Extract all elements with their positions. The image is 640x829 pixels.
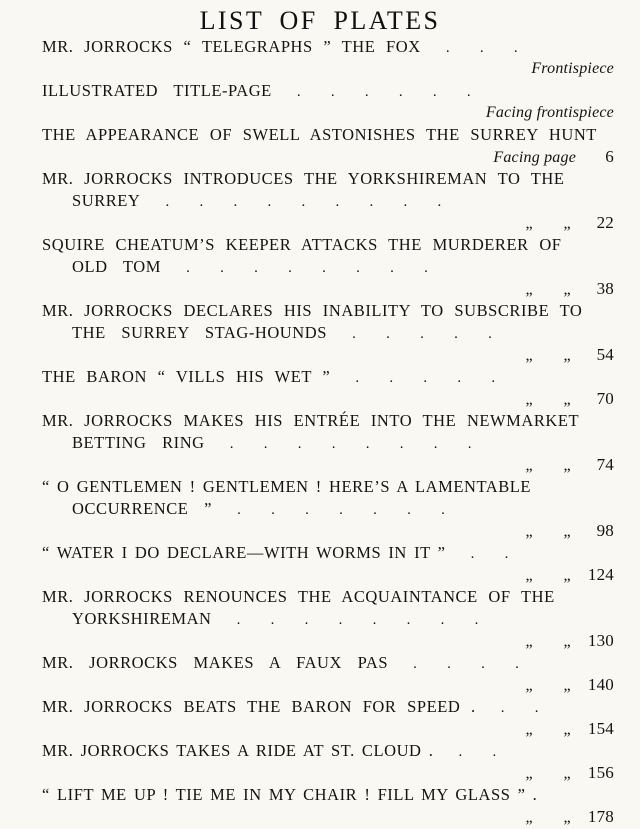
page-number: 54 <box>596 345 614 364</box>
plate-caption-text: ILLUSTRATED TITLE-PAGE <box>42 81 272 100</box>
plate-caption-text: THE BARON “ VILLS HIS WET ” <box>42 367 331 386</box>
dot-leaders: . . . . . . . . . <box>165 194 442 210</box>
page-number: 6 <box>605 147 614 166</box>
plate-caption-line <box>42 542 614 564</box>
plate-caption-text: THE SURREY STAG-HOUNDS <box>72 323 327 342</box>
plate-caption-line <box>42 586 614 608</box>
plate-caption-text: MR. JORROCKS DECLARES HIS INABILITY TO SUBSCRIBE TO <box>42 301 583 320</box>
plate-caption-line <box>42 168 614 190</box>
dot-leaders: . . <box>500 700 539 716</box>
plate-caption-line <box>42 366 614 388</box>
plate-caption-text: MR. JORROCKS “ TELEGRAPHS ” THE FOX <box>42 37 421 56</box>
ditto-mark: „ <box>563 347 571 364</box>
plate-reference <box>508 278 614 300</box>
plate-reference <box>508 806 614 828</box>
reference-label: Frontispiece <box>531 60 614 77</box>
ditto-mark: „ <box>525 633 533 650</box>
plate-entry <box>42 784 614 828</box>
page-number: 22 <box>596 213 614 232</box>
plate-reference <box>493 146 614 168</box>
ditto-mark: „ <box>525 677 533 694</box>
page-number: 74 <box>596 455 614 474</box>
plate-caption-line <box>42 234 614 256</box>
page-number: 156 <box>587 763 614 782</box>
plate-reference <box>508 674 614 696</box>
plate-reference <box>508 520 614 542</box>
plate-reference <box>508 564 614 586</box>
plate-entry <box>42 586 614 652</box>
page-number: 98 <box>596 521 614 540</box>
dot-leaders: . . . . . . . <box>237 502 445 518</box>
ditto-mark: „ <box>563 809 571 826</box>
plate-caption-line <box>42 256 614 278</box>
plate-caption-text: “ LIFT ME UP ! TIE ME IN MY CHAIR ! FILL MY GLASS ” . <box>42 785 538 804</box>
plate-caption-text: BETTING RING <box>72 433 205 452</box>
plate-caption-text: SURREY <box>72 191 141 210</box>
plate-entry <box>42 36 614 80</box>
plate-caption-line <box>42 80 614 102</box>
plate-caption-text: MR. JORROCKS RENOUNCES THE ACQUAINTANCE OF THE <box>42 587 555 606</box>
dot-leaders: . . . . . <box>352 326 492 342</box>
plate-caption-text: SQUIRE CHEATUM’S KEEPER ATTACKS THE MURDERER OF <box>42 235 562 254</box>
plate-caption-line <box>42 652 614 674</box>
dot-leaders: . . . . . <box>355 370 496 386</box>
dot-leaders: . . <box>470 546 509 562</box>
plate-caption-text: MR. JORROCKS TAKES A RIDE AT ST. CLOUD . <box>42 741 434 760</box>
plate-caption-line <box>42 190 614 212</box>
plate-entry <box>42 366 614 410</box>
plate-entry <box>42 124 614 168</box>
plate-reference <box>508 212 614 234</box>
plate-caption-text: YORKSHIREMAN <box>72 609 212 628</box>
plate-caption-line <box>42 498 614 520</box>
plate-caption-line <box>42 740 614 762</box>
ditto-mark: „ <box>525 809 533 826</box>
ditto-mark: „ <box>563 457 571 474</box>
plate-entry <box>42 300 614 366</box>
ditto-mark: „ <box>563 523 571 540</box>
dot-leaders: . . . <box>445 40 518 56</box>
plate-caption-text: OCCURRENCE ” <box>72 499 212 518</box>
plate-caption-line <box>42 784 614 806</box>
ditto-mark: „ <box>563 281 571 298</box>
reference-label: Facing page <box>493 149 576 166</box>
ditto-mark: „ <box>525 721 533 738</box>
plate-caption-text: MR. JORROCKS MAKES A FAUX PAS <box>42 653 389 672</box>
page-number: 130 <box>587 631 614 650</box>
plate-caption-line <box>42 36 614 58</box>
plate-caption-text: MR. JORROCKS MAKES HIS ENTRÉE INTO THE NEWMARKET <box>42 411 580 430</box>
dot-leaders: . . . . <box>413 656 519 672</box>
plate-reference <box>508 762 614 784</box>
plate-entry <box>42 234 614 300</box>
ditto-mark: „ <box>525 281 533 298</box>
ditto-mark: „ <box>525 391 533 408</box>
plate-entry <box>42 476 614 542</box>
plate-entry <box>42 542 614 586</box>
ditto-mark: „ <box>525 457 533 474</box>
plate-entry <box>42 410 614 476</box>
plate-reference <box>508 718 614 740</box>
dot-leaders: . . . . . . . . <box>236 612 479 628</box>
plate-caption-text: OLD TOM <box>72 257 161 276</box>
ditto-mark: „ <box>563 721 571 738</box>
plate-entry <box>42 168 614 234</box>
plate-caption-text: MR. JORROCKS BEATS THE BARON FOR SPEED . <box>42 697 476 716</box>
plate-caption-line <box>42 322 614 344</box>
page-number: 124 <box>587 565 614 584</box>
dot-leaders: . . <box>458 744 497 760</box>
dot-leaders: . . . . . . <box>296 84 471 100</box>
page-number: 178 <box>587 807 614 826</box>
plate-entry <box>42 652 614 696</box>
plate-caption-text: “ O GENTLEMEN ! GENTLEMEN ! HERE’S A LAMENTABLE <box>42 477 532 496</box>
plate-reference <box>508 344 614 366</box>
ditto-mark: „ <box>563 765 571 782</box>
plate-caption-line <box>42 608 614 630</box>
ditto-mark: „ <box>525 347 533 364</box>
plate-reference <box>508 454 614 476</box>
page-number: 140 <box>587 675 614 694</box>
ditto-mark: „ <box>525 523 533 540</box>
plate-caption-text: THE APPEARANCE OF SWELL ASTONISHES THE SURREY HUNT <box>42 125 597 144</box>
page-number: 38 <box>596 279 614 298</box>
ditto-mark: „ <box>563 633 571 650</box>
plate-caption-line <box>42 432 614 454</box>
ditto-mark: „ <box>563 567 571 584</box>
ditto-mark: „ <box>563 677 571 694</box>
ditto-mark: „ <box>563 215 571 232</box>
dot-leaders: . . . . . . . . <box>186 260 428 276</box>
ditto-mark: „ <box>525 215 533 232</box>
plate-reference <box>508 388 614 410</box>
page-number: 70 <box>596 389 614 408</box>
reference-label: Facing frontispiece <box>485 104 614 121</box>
plate-entry <box>42 740 614 784</box>
plate-caption-text: “ WATER I DO DECLARE—WITH WORMS IN IT ” <box>42 543 446 562</box>
plate-caption-line <box>42 300 614 322</box>
plate-entry <box>42 80 614 124</box>
plates-list <box>0 36 640 828</box>
ditto-mark: „ <box>563 391 571 408</box>
page-number: 154 <box>587 719 614 738</box>
plate-reference <box>508 630 614 652</box>
ditto-mark: „ <box>525 567 533 584</box>
plate-reference <box>486 102 614 124</box>
plate-caption-line <box>42 476 614 498</box>
plate-entry <box>42 696 614 740</box>
plate-caption-line <box>42 696 614 718</box>
plate-caption-text: MR. JORROCKS INTRODUCES THE YORKSHIREMAN TO THE <box>42 169 565 188</box>
list-of-plates-page <box>0 6 640 826</box>
ditto-mark: „ <box>525 765 533 782</box>
plate-caption-line <box>42 124 614 146</box>
dot-leaders: . . . . . . . . <box>229 436 472 452</box>
page-title: LIST OF PLATES <box>199 6 441 35</box>
plate-reference <box>531 58 614 80</box>
plate-caption-line <box>42 410 614 432</box>
